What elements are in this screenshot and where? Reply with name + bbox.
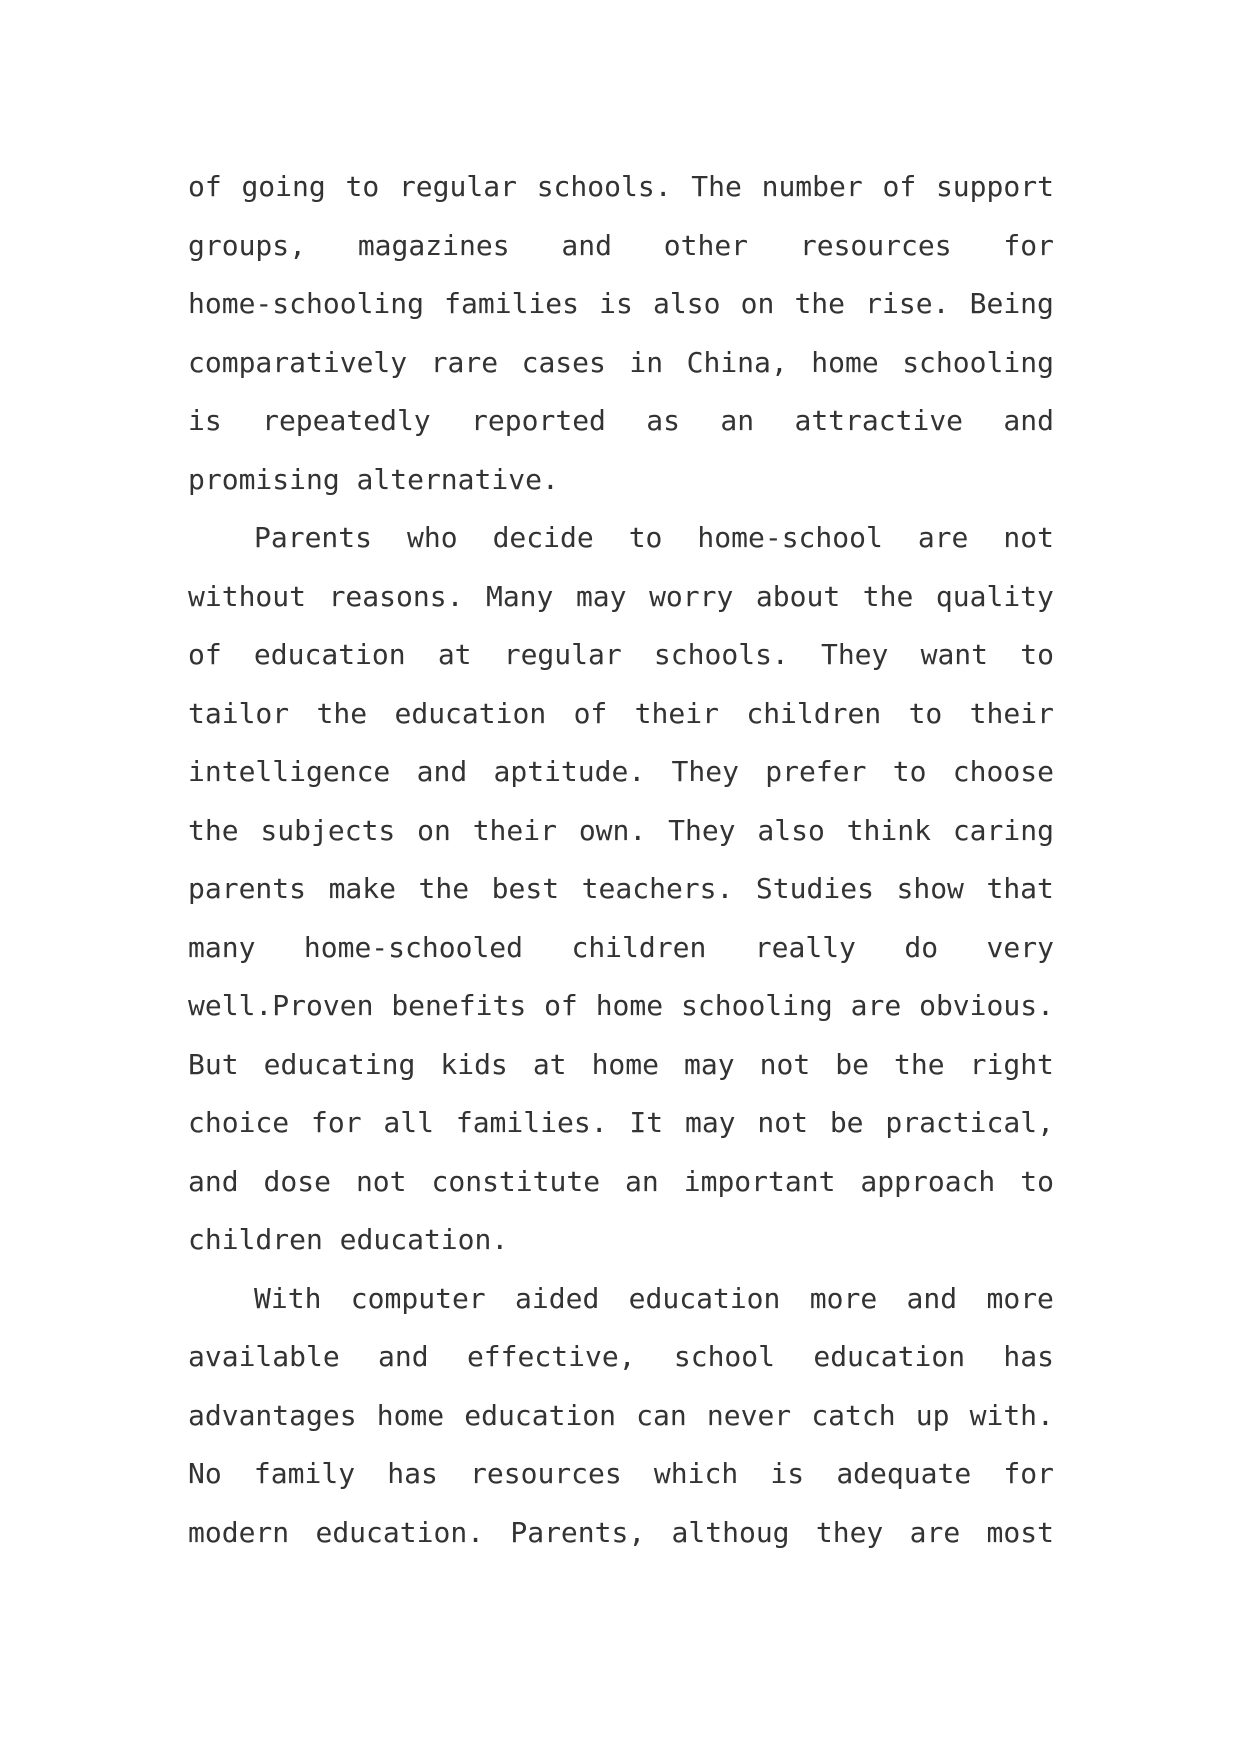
word: and [378,1340,429,1373]
word: schools. [653,638,789,671]
word: home [595,989,664,1022]
text-line [188,1036,1054,1095]
word: more [809,1281,878,1315]
word: practical, [885,1106,1054,1139]
word: of [544,989,578,1022]
word: home-schooling [188,287,425,320]
word: they [815,1515,884,1549]
text-line [188,1153,1054,1212]
word: number [761,170,863,203]
word: obvious. [919,989,1054,1022]
word: are [850,989,902,1022]
word: schooling [902,345,1054,379]
word: families [444,287,580,320]
word: home [811,345,879,379]
word: modern [188,1515,290,1549]
word: It [629,1106,664,1139]
word: well.Proven [188,989,374,1022]
word: choice [188,1106,290,1139]
word: attractive [794,404,964,437]
word: that [986,872,1054,905]
word: of [188,170,222,203]
word: all [383,1106,434,1139]
word: home [376,1398,445,1432]
word: regular [503,638,622,671]
word: be [835,1047,869,1081]
word: home [591,1047,660,1081]
word: not [757,1106,808,1139]
word: most [986,1515,1054,1549]
word: comparatively [188,345,408,379]
word: schools. [536,170,672,203]
text-line [188,1387,1054,1446]
paragraph [188,509,1054,1270]
text-line [188,275,1054,334]
word: quality [935,579,1054,613]
text-line [188,392,1054,451]
word: aided [515,1281,600,1315]
word: Many [485,579,554,613]
word: may [575,579,627,613]
word: althoug [671,1515,790,1549]
word: benefits [391,989,527,1022]
word: constitute [431,1164,601,1198]
word: adequate [836,1457,972,1490]
word: has [387,1457,438,1490]
word: of [882,170,917,203]
word: to [1020,638,1054,671]
word: going [241,170,326,203]
text-line [188,860,1054,919]
word: education [394,696,547,730]
text-line [188,1328,1054,1387]
word: has [1003,1340,1054,1373]
word: They [671,755,739,788]
text-line [188,1445,1054,1504]
text-line [188,626,1054,685]
text-line [188,919,1054,978]
word: tailor [188,696,290,730]
word: to [345,170,380,203]
word: and [906,1281,958,1315]
word: is [770,1457,805,1490]
word: teachers. [581,872,734,905]
word: for [311,1106,362,1139]
word: an [625,1164,659,1198]
word: an [720,404,755,437]
word: very [986,930,1054,964]
word: really [754,930,856,964]
word: school [673,1340,776,1373]
word: on [417,813,451,847]
word: Parents [254,521,373,554]
word: worry [649,579,734,613]
word: up [915,1398,950,1432]
word: right [969,1047,1054,1081]
word: as [646,404,680,437]
word: With [254,1281,322,1315]
word: at [532,1047,567,1081]
word: available [188,1340,340,1373]
text-line [188,977,1054,1036]
word: children [571,930,707,964]
word: never [706,1398,792,1432]
word: education [628,1281,781,1315]
word: They [668,813,736,847]
word: intelligence [188,755,391,788]
word: the [862,579,914,613]
word: other [663,228,749,262]
word: rare [430,345,499,379]
word: Studies [755,872,874,905]
word: for [1003,1457,1054,1490]
text-line [188,568,1054,627]
word: decide [492,521,594,554]
word: also [757,813,825,847]
word: can [636,1398,687,1432]
word: not [1003,521,1054,554]
word: of [188,638,222,671]
text-line [188,217,1054,276]
word: effective, [466,1340,636,1373]
word: and [188,1164,239,1198]
word: about [755,579,841,613]
word: be [829,1106,864,1139]
word: and [416,755,468,788]
word: for [1003,228,1054,262]
word: families. [455,1106,608,1139]
text-line [188,1504,1054,1563]
word: show [896,872,964,905]
word: is [599,287,633,320]
word: education [253,638,406,671]
word: at [437,638,472,671]
word: and [1003,404,1054,437]
word: in [629,345,664,379]
word: computer [350,1281,486,1315]
word: the [418,872,470,905]
word: support [935,170,1054,203]
text-line [188,334,1054,393]
word: resources [470,1457,622,1490]
word: rise. [865,287,950,320]
word: kids [440,1047,508,1081]
word: their [634,696,719,730]
word: subjects [260,813,396,847]
word: prefer [765,755,867,788]
word: important [683,1164,836,1198]
word: to [892,755,927,788]
word: are [909,1515,961,1549]
word: alternative. [356,462,559,496]
word: educating [263,1047,416,1081]
word: parents [188,872,307,905]
word: reasons. [328,579,464,613]
word: Parents, [510,1515,646,1549]
paragraph [188,1270,1054,1563]
paragraph [188,158,1054,509]
word: aptitude. [493,755,646,788]
word: catch [811,1398,896,1432]
word: not [759,1047,811,1081]
word: to [1020,1164,1054,1198]
word: are [917,521,969,554]
word: education. [339,1223,509,1256]
word: make [328,872,396,905]
word: reported [471,404,606,437]
word: children [746,696,882,730]
word: But [188,1047,239,1081]
text-line [188,451,1054,510]
text-line [188,685,1054,744]
word: of [573,696,608,730]
word: the [894,1047,945,1081]
word: repeatedly [262,404,431,437]
word: They [820,638,889,671]
word: groups, [188,228,307,262]
word: caring [952,813,1054,847]
word: choose [952,755,1054,788]
text-line [188,158,1054,217]
word: to [908,696,943,730]
word: their [969,696,1054,730]
word: cases [521,345,606,379]
word: children [188,1223,323,1256]
word: family [253,1457,356,1490]
word: schooling [681,989,833,1022]
text-line [188,743,1054,802]
word: No [188,1457,222,1490]
text-line [188,1211,1054,1270]
word: best [491,872,560,905]
word: promising [188,462,340,496]
word: advantages [188,1398,357,1432]
word: and [561,228,612,262]
word: to [628,521,663,554]
word: with. [969,1398,1054,1432]
word: own. [578,813,647,847]
word: their [472,813,557,847]
word: The [691,170,742,203]
body-text [188,158,1054,1562]
word: also [653,287,721,320]
word: many [188,930,256,964]
text-line [188,1270,1054,1329]
word: Being [969,287,1054,320]
word: education [813,1340,966,1373]
word: who [407,521,458,554]
word: is [188,404,222,437]
word: the [188,813,239,847]
word: home-school [697,521,883,554]
word: which [653,1457,739,1490]
word: the [794,287,846,320]
word: think [846,813,931,847]
word: the [316,696,368,730]
word: not [355,1164,407,1198]
word: do [904,930,939,964]
word: home-schooled [303,930,524,964]
word: magazines [357,228,510,262]
text-line [188,509,1054,568]
word: dose [263,1164,331,1198]
word: regular [398,170,517,203]
word: China, [686,345,788,379]
word: more [986,1281,1054,1315]
word: education. [315,1515,485,1549]
word: resources [799,228,952,262]
word: want [920,638,989,671]
word: may [684,1106,736,1139]
text-line [188,1094,1054,1153]
text-line [188,802,1054,861]
word: on [740,287,775,320]
word: approach [860,1164,996,1198]
word: education [464,1398,617,1432]
word: without [188,579,307,613]
word: may [684,1047,735,1081]
